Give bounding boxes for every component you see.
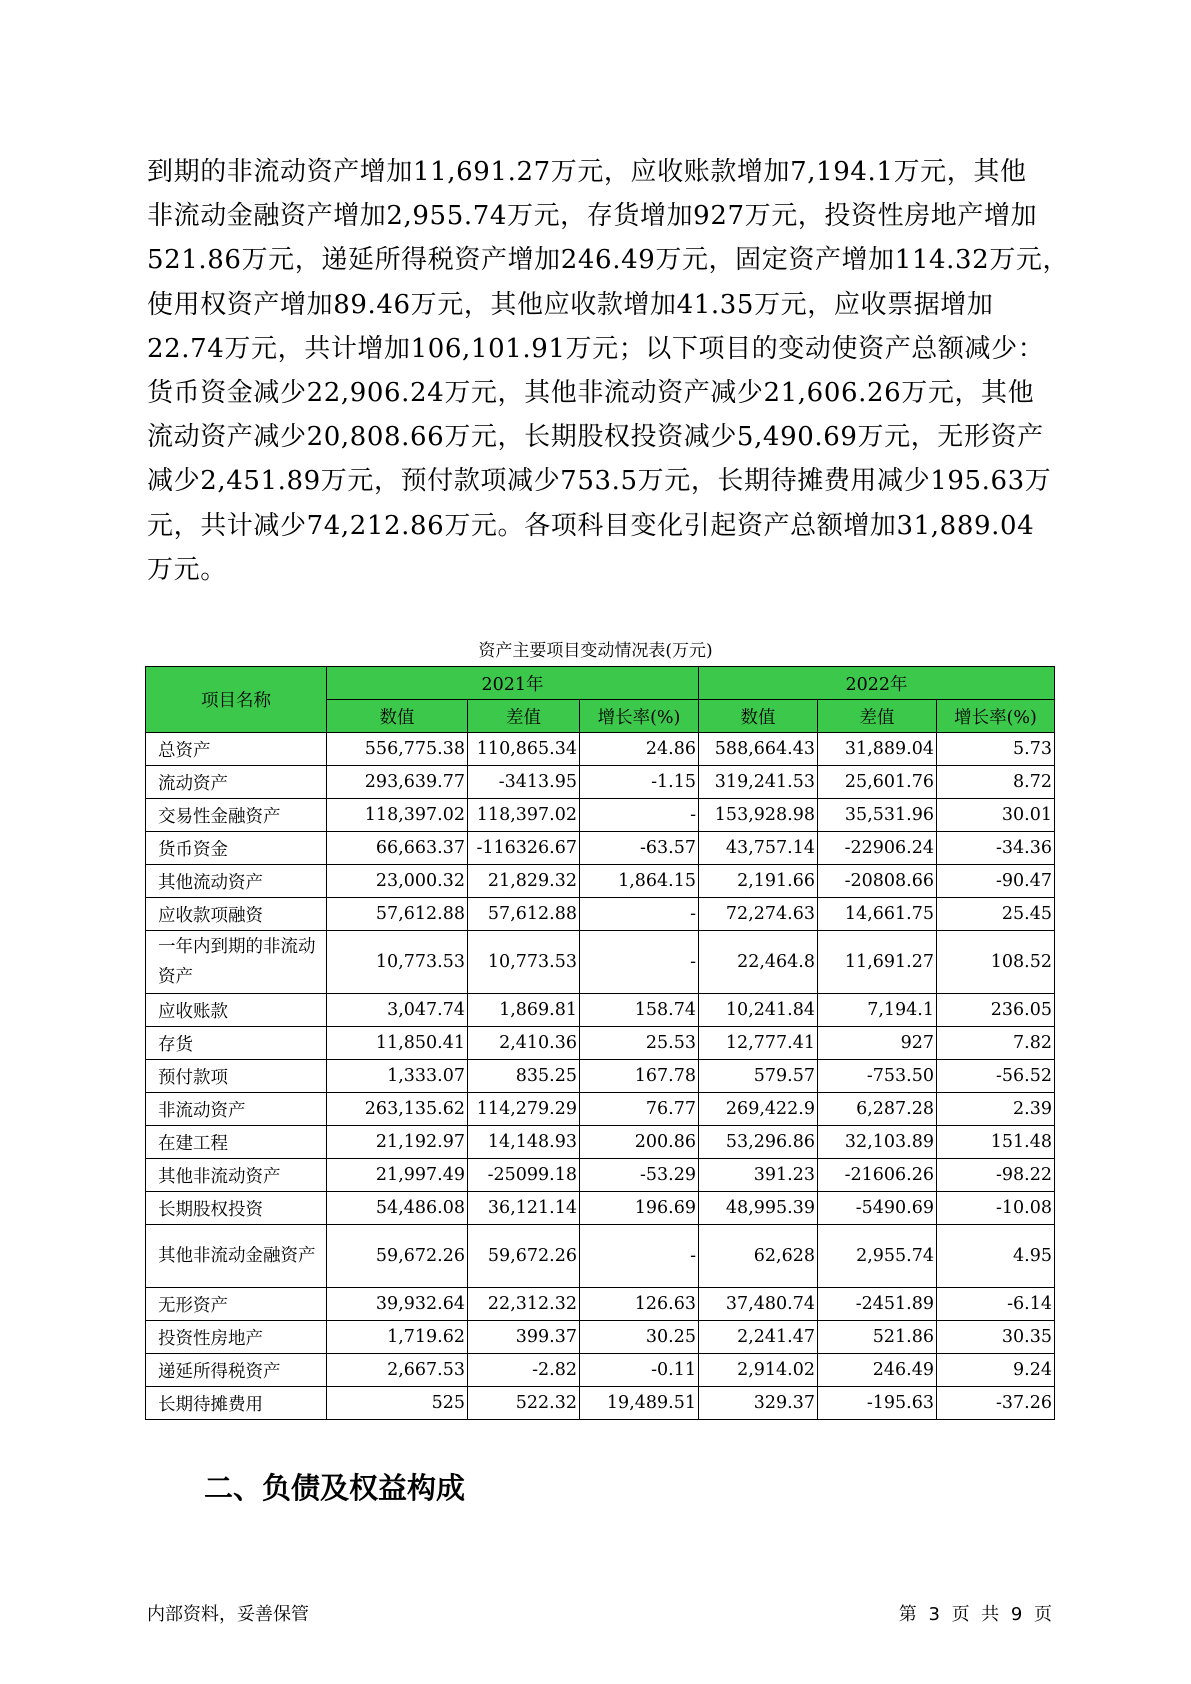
row-item-name: 交易性金融资产 xyxy=(146,799,327,832)
row-item-name: 非流动资产 xyxy=(146,1093,327,1126)
cell-v2: 22,464.8 xyxy=(699,931,818,994)
cell-r1: 19,489.51 xyxy=(580,1387,699,1420)
cell-v2: 2,191.66 xyxy=(699,865,818,898)
paragraph-line: 到期的非流动资产增加11,691.27万元，应收账款增加7,194.1万元，其他 xyxy=(147,157,1027,187)
cell-d1: 57,612.88 xyxy=(468,898,580,931)
row-item-name: 流动资产 xyxy=(146,766,327,799)
cell-d1: 399.37 xyxy=(468,1321,580,1354)
table-row xyxy=(146,1159,1055,1192)
paragraph-line: 万元。 xyxy=(147,554,227,585)
cell-r1: 196.69 xyxy=(580,1192,699,1225)
cell-r1: 167.78 xyxy=(580,1060,699,1093)
table-row xyxy=(146,1288,1055,1321)
cell-v1: 11,850.41 xyxy=(327,1027,468,1060)
cell-v2: 10,241.84 xyxy=(699,994,818,1027)
table-row xyxy=(146,1225,1055,1288)
cell-v1: 1,333.07 xyxy=(327,1060,468,1093)
table-row xyxy=(146,733,1055,766)
header-rate-2021: 增长率(%) xyxy=(580,700,699,733)
cell-r2: -10.08 xyxy=(937,1192,1055,1225)
page-mid: 页 共 xyxy=(951,1604,1000,1625)
row-item-name: 长期股权投资 xyxy=(146,1192,327,1225)
cell-d2: 6,287.28 xyxy=(818,1093,937,1126)
cell-v2: 43,757.14 xyxy=(699,832,818,865)
cell-d1: 2,410.36 xyxy=(468,1027,580,1060)
paragraph-line: 元，共计减少74,212.86万元。各项科目变化引起资产总额增加31,889.04 xyxy=(147,510,1035,541)
row-item-name: 预付款项 xyxy=(146,1060,327,1093)
cell-r1: 158.74 xyxy=(580,994,699,1027)
cell-r1: - xyxy=(580,1225,699,1288)
cell-d2: -22906.24 xyxy=(818,832,937,865)
paragraph-line: 使用权资产增加89.46万元，其他应收款增加41.35万元，应收票据增加 xyxy=(147,289,994,320)
cell-v1: 57,612.88 xyxy=(327,898,468,931)
cell-v1: 21,192.97 xyxy=(327,1126,468,1159)
page-prefix: 第 xyxy=(898,1604,917,1625)
cell-d2: 31,889.04 xyxy=(818,733,937,766)
cell-d2: 7,194.1 xyxy=(818,994,937,1027)
table-row xyxy=(146,931,1055,994)
cell-v1: 66,663.37 xyxy=(327,832,468,865)
cell-v2: 48,995.39 xyxy=(699,1192,818,1225)
cell-v2: 588,664.43 xyxy=(699,733,818,766)
cell-v1: 21,997.49 xyxy=(327,1159,468,1192)
cell-v1: 118,397.02 xyxy=(327,799,468,832)
cell-v2: 329.37 xyxy=(699,1387,818,1420)
header-year-2022: 2022年 xyxy=(699,667,1055,700)
cell-v1: 10,773.53 xyxy=(327,931,468,994)
header-rate-2022: 增长率(%) xyxy=(937,700,1055,733)
cell-v2: 2,241.47 xyxy=(699,1321,818,1354)
cell-d2: 521.86 xyxy=(818,1321,937,1354)
row-item-name: 其他流动资产 xyxy=(146,865,327,898)
paragraph-line: 521.86万元，递延所得税资产增加246.49万元，固定资产增加114.32万元， xyxy=(147,245,1070,276)
cell-r2: -6.14 xyxy=(937,1288,1055,1321)
cell-r2: 5.73 xyxy=(937,733,1055,766)
row-item-name: 应收账款 xyxy=(146,994,327,1027)
cell-v1: 263,135.62 xyxy=(327,1093,468,1126)
cell-d2: 35,531.96 xyxy=(818,799,937,832)
cell-d1: 110,865.34 xyxy=(468,733,580,766)
table-row xyxy=(146,865,1055,898)
cell-d2: -2451.89 xyxy=(818,1288,937,1321)
cell-v1: 1,719.62 xyxy=(327,1321,468,1354)
cell-d1: 59,672.26 xyxy=(468,1225,580,1288)
page-total: 9 xyxy=(1010,1604,1023,1625)
row-item-name: 总资产 xyxy=(146,733,327,766)
row-item-name: 无形资产 xyxy=(146,1288,327,1321)
cell-r2: 108.52 xyxy=(937,931,1055,994)
table-row xyxy=(146,1093,1055,1126)
cell-v2: 579.57 xyxy=(699,1060,818,1093)
cell-v2: 2,914.02 xyxy=(699,1354,818,1387)
section-heading: 二、负债及权益构成 xyxy=(204,1471,466,1505)
cell-r1: - xyxy=(580,931,699,994)
table-row xyxy=(146,1060,1055,1093)
cell-d2: 32,103.89 xyxy=(818,1126,937,1159)
table-row xyxy=(146,1321,1055,1354)
cell-r1: -0.11 xyxy=(580,1354,699,1387)
cell-r2: 2.39 xyxy=(937,1093,1055,1126)
cell-d1: 118,397.02 xyxy=(468,799,580,832)
table-row xyxy=(146,1027,1055,1060)
cell-d1: 36,121.14 xyxy=(468,1192,580,1225)
table-row xyxy=(146,994,1055,1027)
row-item-name: 一年内到期的非流动资产 xyxy=(146,931,327,994)
paragraph-line: 流动资产减少20,808.66万元，长期股权投资减少5,490.69万元，无形资产 xyxy=(147,422,1044,453)
cell-d1: 22,312.32 xyxy=(468,1288,580,1321)
cell-d2: -195.63 xyxy=(818,1387,937,1420)
cell-r1: 126.63 xyxy=(580,1288,699,1321)
cell-d1: 1,869.81 xyxy=(468,994,580,1027)
row-item-name: 其他非流动资产 xyxy=(146,1159,327,1192)
cell-v2: 37,480.74 xyxy=(699,1288,818,1321)
cell-r2: 8.72 xyxy=(937,766,1055,799)
cell-d2: -21606.26 xyxy=(818,1159,937,1192)
row-item-name: 在建工程 xyxy=(146,1126,327,1159)
cell-r1: 200.86 xyxy=(580,1126,699,1159)
cell-v2: 12,777.41 xyxy=(699,1027,818,1060)
cell-r1: -1.15 xyxy=(580,766,699,799)
table-row xyxy=(146,1387,1055,1420)
cell-r2: -98.22 xyxy=(937,1159,1055,1192)
cell-v2: 269,422.9 xyxy=(699,1093,818,1126)
cell-r2: -34.36 xyxy=(937,832,1055,865)
body-paragraph xyxy=(147,150,1070,592)
cell-r2: 151.48 xyxy=(937,1126,1055,1159)
table-row xyxy=(146,832,1055,865)
paragraph-line: 货币资金减少22,906.24万元，其他非流动资产减少21,606.26万元，其他 xyxy=(147,378,1035,409)
cell-d1: 114,279.29 xyxy=(468,1093,580,1126)
cell-d1: -3413.95 xyxy=(468,766,580,799)
cell-r2: 30.35 xyxy=(937,1321,1055,1354)
cell-d2: 2,955.74 xyxy=(818,1225,937,1288)
footer-confidential-note: 内部资料，妥善保管 xyxy=(147,1604,309,1625)
cell-d1: -2.82 xyxy=(468,1354,580,1387)
cell-d2: 25,601.76 xyxy=(818,766,937,799)
cell-r2: 25.45 xyxy=(937,898,1055,931)
row-item-name: 递延所得税资产 xyxy=(146,1354,327,1387)
row-item-name: 投资性房地产 xyxy=(146,1321,327,1354)
table-row xyxy=(146,799,1055,832)
cell-v1: 59,672.26 xyxy=(327,1225,468,1288)
table-caption: 资产主要项目变动情况表(万元) xyxy=(478,641,713,661)
cell-r1: 76.77 xyxy=(580,1093,699,1126)
cell-d1: 522.32 xyxy=(468,1387,580,1420)
table-header xyxy=(146,667,1055,733)
cell-v1: 556,775.38 xyxy=(327,733,468,766)
header-year-2021: 2021年 xyxy=(327,667,699,700)
table-row xyxy=(146,766,1055,799)
asset-change-table xyxy=(145,666,1055,1420)
table-row xyxy=(146,898,1055,931)
header-value-2022: 数值 xyxy=(699,700,818,733)
cell-d2: 14,661.75 xyxy=(818,898,937,931)
paragraph-line: 22.74万元，共计增加106,101.91万元；以下项目的变动使资产总额减少： xyxy=(147,333,1045,364)
row-item-name: 长期待摊费用 xyxy=(146,1387,327,1420)
header-diff-2022: 差值 xyxy=(818,700,937,733)
cell-d2: -5490.69 xyxy=(818,1192,937,1225)
cell-d2: -753.50 xyxy=(818,1060,937,1093)
cell-r1: 24.86 xyxy=(580,733,699,766)
cell-r2: 4.95 xyxy=(937,1225,1055,1288)
cell-r2: 7.82 xyxy=(937,1027,1055,1060)
cell-v2: 72,274.63 xyxy=(699,898,818,931)
table-row xyxy=(146,1126,1055,1159)
footer-page-number xyxy=(899,1600,1052,1626)
cell-d1: 21,829.32 xyxy=(468,865,580,898)
cell-v1: 525 xyxy=(327,1387,468,1420)
cell-r1: - xyxy=(580,799,699,832)
cell-d2: 927 xyxy=(818,1027,937,1060)
cell-d1: -116326.67 xyxy=(468,832,580,865)
table-row xyxy=(146,1192,1055,1225)
row-item-name: 其他非流动金融资产 xyxy=(146,1225,327,1288)
cell-r1: 25.53 xyxy=(580,1027,699,1060)
cell-v1: 2,667.53 xyxy=(327,1354,468,1387)
cell-v2: 319,241.53 xyxy=(699,766,818,799)
cell-r2: 236.05 xyxy=(937,994,1055,1027)
cell-v2: 153,928.98 xyxy=(699,799,818,832)
paragraph-line: 减少2,451.89万元，预付款项减少753.5万元，长期待摊费用减少195.63万 xyxy=(147,466,1052,497)
paragraph-line: 非流动金融资产增加2,955.74万元，存货增加927万元，投资性房地产增加 xyxy=(147,201,1038,232)
header-value-2021: 数值 xyxy=(327,700,468,733)
cell-r1: 30.25 xyxy=(580,1321,699,1354)
cell-d1: 835.25 xyxy=(468,1060,580,1093)
cell-r2: 9.24 xyxy=(937,1354,1055,1387)
cell-r1: 1,864.15 xyxy=(580,865,699,898)
cell-v1: 293,639.77 xyxy=(327,766,468,799)
table-row xyxy=(146,1354,1055,1387)
cell-v2: 62,628 xyxy=(699,1225,818,1288)
cell-r2: -56.52 xyxy=(937,1060,1055,1093)
cell-d2: 11,691.27 xyxy=(818,931,937,994)
cell-r1: -63.57 xyxy=(580,832,699,865)
cell-v2: 391.23 xyxy=(699,1159,818,1192)
cell-d1: 10,773.53 xyxy=(468,931,580,994)
cell-r2: 30.01 xyxy=(937,799,1055,832)
cell-v2: 53,296.86 xyxy=(699,1126,818,1159)
row-item-name: 货币资金 xyxy=(146,832,327,865)
cell-d1: -25099.18 xyxy=(468,1159,580,1192)
cell-v1: 23,000.32 xyxy=(327,865,468,898)
table-body xyxy=(146,733,1055,1420)
cell-d2: 246.49 xyxy=(818,1354,937,1387)
cell-r1: - xyxy=(580,898,699,931)
row-item-name: 存货 xyxy=(146,1027,327,1060)
row-item-name: 应收款项融资 xyxy=(146,898,327,931)
page-suffix: 页 xyxy=(1034,1604,1052,1625)
cell-v1: 3,047.74 xyxy=(327,994,468,1027)
cell-r2: -37.26 xyxy=(937,1387,1055,1420)
cell-r1: -53.29 xyxy=(580,1159,699,1192)
header-diff-2021: 差值 xyxy=(468,700,580,733)
page-current: 3 xyxy=(928,1604,940,1625)
cell-v1: 39,932.64 xyxy=(327,1288,468,1321)
cell-d2: -20808.66 xyxy=(818,865,937,898)
cell-d1: 14,148.93 xyxy=(468,1126,580,1159)
cell-v1: 54,486.08 xyxy=(327,1192,468,1225)
header-item-name: 项目名称 xyxy=(146,667,327,733)
cell-r2: -90.47 xyxy=(937,865,1055,898)
